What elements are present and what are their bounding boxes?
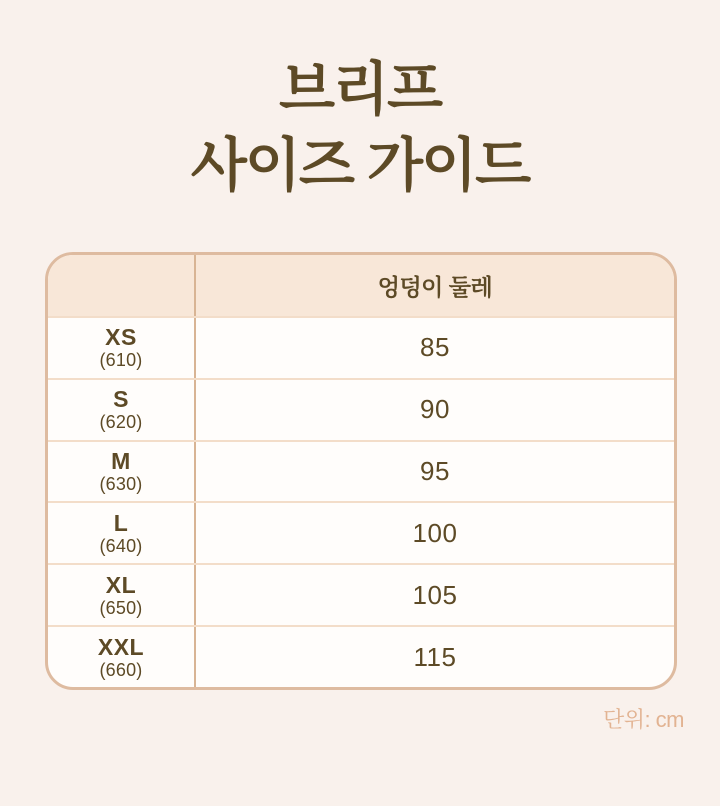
value-cell: 100 <box>412 517 458 548</box>
size-cell <box>48 503 196 563</box>
value-cell: 105 <box>412 579 458 610</box>
size-label: XXL <box>97 633 145 660</box>
size-cell <box>48 318 196 378</box>
header-empty-cell <box>48 255 196 316</box>
size-cell <box>48 565 196 625</box>
size-code: (630) <box>99 474 143 495</box>
title-line-1: 브리프 <box>278 57 442 122</box>
value-cell: 95 <box>420 456 450 487</box>
size-cell <box>48 380 196 440</box>
size-label: M <box>111 448 131 475</box>
size-label: XS <box>105 324 137 351</box>
table-row <box>48 563 674 625</box>
unit-note: 단위: cm <box>602 707 684 732</box>
value-cell: 115 <box>413 641 457 672</box>
size-label: S <box>113 386 129 413</box>
header-hip-circumference-label: 엉덩이 둘레 <box>377 274 493 300</box>
table-row <box>48 501 674 563</box>
size-label: L <box>113 509 129 536</box>
size-label: XL <box>105 571 137 598</box>
title-line-2: 사이즈 가이드 <box>190 133 530 198</box>
size-code: (640) <box>99 535 143 556</box>
size-code: (660) <box>99 659 143 680</box>
size-cell <box>48 627 196 687</box>
table-row <box>48 440 674 502</box>
table-row <box>48 316 674 378</box>
size-guide-table <box>45 252 677 690</box>
size-cell <box>48 442 196 502</box>
table-header-row <box>48 255 674 316</box>
page-title <box>0 0 720 204</box>
size-code: (650) <box>99 597 143 618</box>
size-code: (620) <box>99 412 143 433</box>
table-row <box>48 625 674 687</box>
value-cell: 90 <box>420 394 450 425</box>
table-row <box>48 378 674 440</box>
value-cell: 85 <box>420 332 450 363</box>
size-code: (610) <box>99 350 143 371</box>
